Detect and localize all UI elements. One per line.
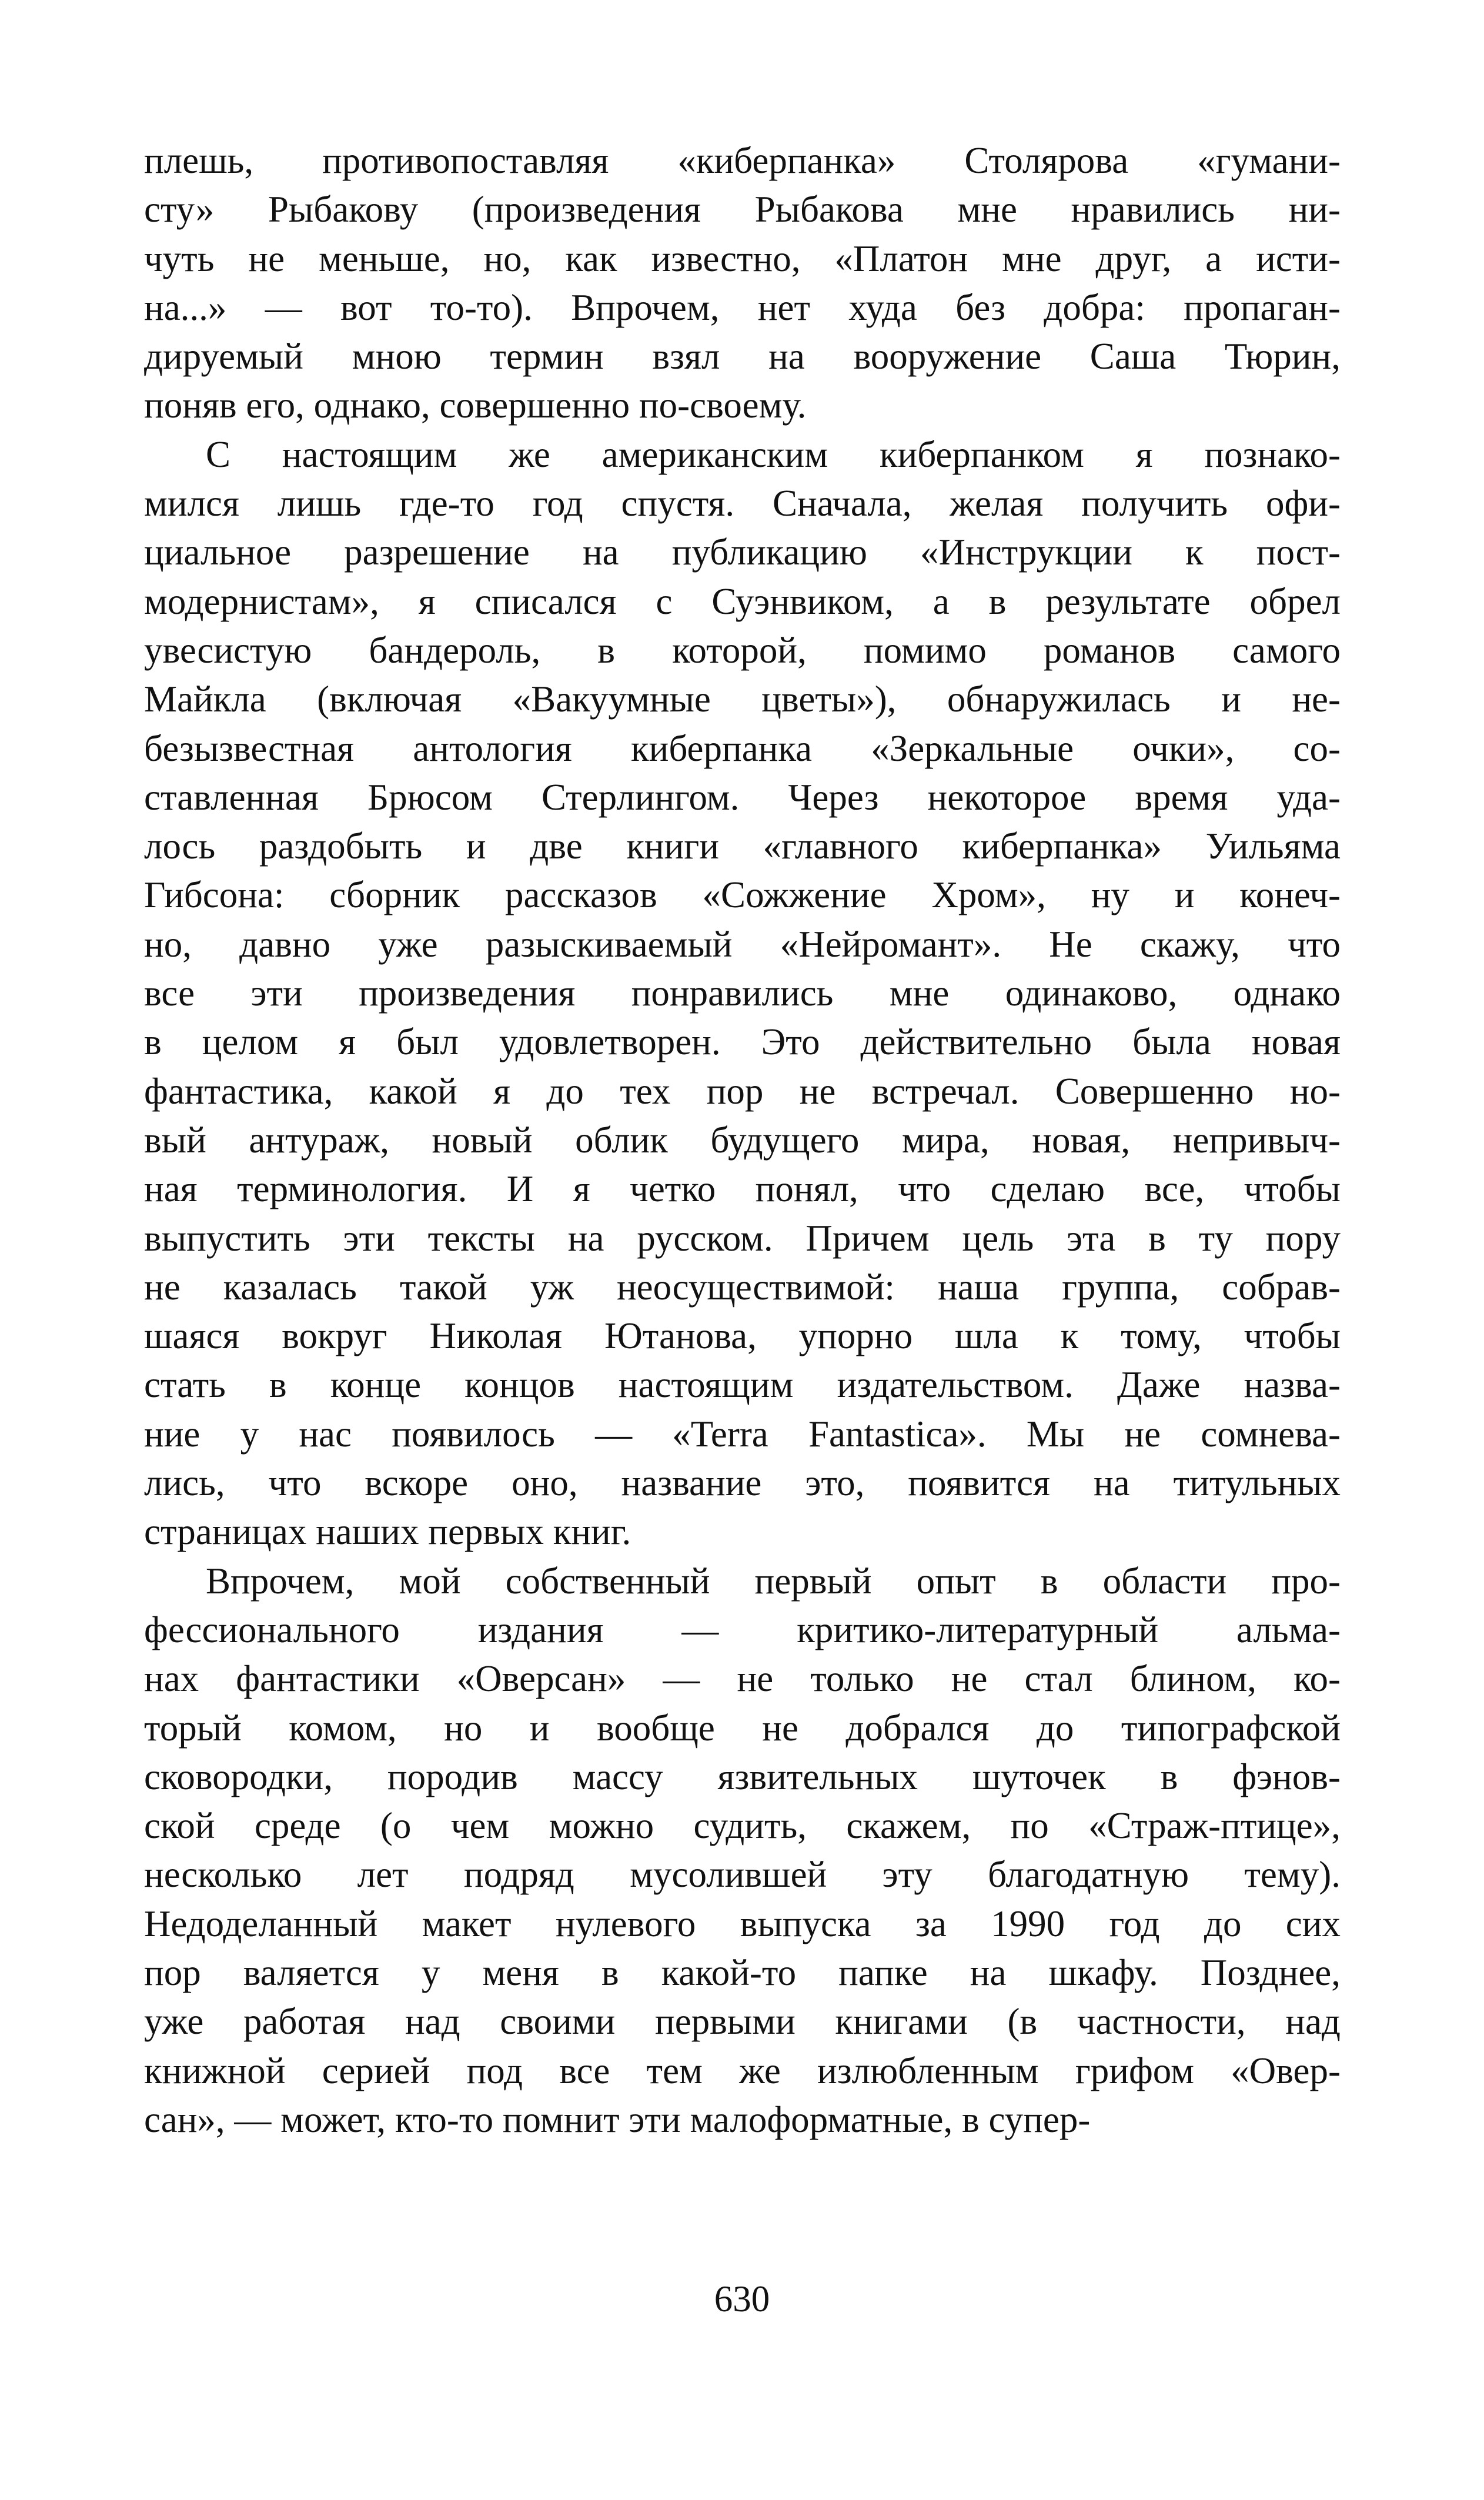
- text-line: Гибсона: сборник рассказов «Сожжение Хром», ну и конеч-: [144, 874, 1341, 916]
- text-line: но, давно уже разыскиваемый «Нейромант». Не скажу, что: [144, 923, 1341, 965]
- text-line: сковородки, породив массу язвительных шуточек в фэнов-: [144, 1756, 1341, 1797]
- text-line: Майкла (включая «Вакуумные цветы»), обнаружилась и не-: [144, 679, 1341, 720]
- text-line: Впрочем, мой собственный первый опыт в области про-: [206, 1560, 1341, 1602]
- text-line: сан», — может, кто-то помнит эти малоформатные, в супер-: [144, 2098, 1091, 2140]
- paragraph: [144, 136, 1341, 430]
- text-line: несколько лет подряд мусолившей эту благодатную тему).: [144, 1854, 1341, 1896]
- text-line: ской среде (о чем можно судить, скажем, по «Страж-птице»,: [144, 1805, 1341, 1847]
- text-line: мился лишь где-то год спустя. Сначала, желая получить офи-: [144, 483, 1341, 524]
- text-line: ставленная Брюсом Стерлингом. Через некоторое время уда-: [144, 776, 1341, 818]
- text-line: модернистам», я списался с Суэнвиком, а в результате обрел: [144, 580, 1341, 622]
- text-line: страницах наших первых книг.: [144, 1511, 631, 1553]
- text-line: в целом я был удовлетворен. Это действительно была новая: [144, 1021, 1341, 1063]
- text-line: ная терминология. И я четко понял, что сделаю все, чтобы: [144, 1168, 1341, 1210]
- text-line: фантастика, какой я до тех пор не встречал. Совершенно но-: [144, 1070, 1341, 1112]
- text-line: уже работая над своими первыми книгами (в частности, над: [144, 2001, 1341, 2043]
- text-line: не казалась такой уж неосуществимой: наша группа, собрав-: [144, 1266, 1341, 1308]
- text-line: шаяся вокруг Николая Ютанова, упорно шла к тому, чтобы: [144, 1315, 1341, 1357]
- text-line: книжной серией под все тем же излюбленным грифом «Овер-: [144, 2050, 1341, 2091]
- paragraph: [144, 1557, 1341, 2145]
- text-line: поняв его, однако, совершенно по-своему.: [144, 385, 807, 426]
- page-number: 630: [714, 2278, 770, 2319]
- text-line: нах фантастики «Оверсан» — не только не стал блином, ко-: [144, 1658, 1341, 1700]
- text-line: сту» Рыбакову (произведения Рыбакова мне нравились ни-: [144, 189, 1341, 230]
- text-line: С настоящим же американским киберпанком я познако-: [206, 433, 1341, 475]
- text-line: фессионального издания — критико-литературный альма-: [144, 1609, 1341, 1650]
- text-line: выпустить эти тексты на русском. Причем цель эта в ту пору: [144, 1217, 1341, 1259]
- text-line: дируемый мною термин взял на вооружение Саша Тюрин,: [144, 336, 1341, 377]
- text-line: Недоделанный макет нулевого выпуска за 1990 год до сих: [144, 1903, 1341, 1944]
- body-text: [144, 136, 1341, 2144]
- text-line: безызвестная антология киберпанка «Зеркальные очки», со-: [144, 727, 1341, 769]
- text-line: лось раздобыть и две книги «главного киберпанка» Уильяма: [144, 825, 1341, 867]
- text-line: циальное разрешение на публикацию «Инструкции к пост-: [144, 532, 1341, 573]
- text-line: на...» — вот то-то). Впрочем, нет худа без добра: пропаган-: [144, 286, 1341, 328]
- text-line: увесистую бандероль, в которой, помимо романов самого: [144, 629, 1341, 671]
- text-line: стать в конце концов настоящим издательством. Даже назва-: [144, 1364, 1341, 1406]
- text-line: плешь, противопоставляя «киберпанка» Столярова «гумани-: [144, 140, 1341, 181]
- text-line: все эти произведения понравились мне одинаково, однако: [144, 972, 1341, 1014]
- paragraph: [144, 430, 1341, 1557]
- text-line: пор валяется у меня в какой-то папке на шкафу. Позднее,: [144, 1951, 1341, 1993]
- text-line: ние у нас появилось — «Terra Fantastica». Мы не сомнева-: [144, 1413, 1341, 1455]
- text-line: торый комом, но и вообще не добрался до типографской: [144, 1707, 1341, 1749]
- text-line: лись, что вскоре оно, название это, появится на титульных: [144, 1462, 1341, 1504]
- text-line: чуть не меньше, но, как известно, «Платон мне друг, а исти-: [144, 238, 1341, 279]
- text-line: вый антураж, новый облик будущего мира, новая, непривыч-: [144, 1119, 1341, 1161]
